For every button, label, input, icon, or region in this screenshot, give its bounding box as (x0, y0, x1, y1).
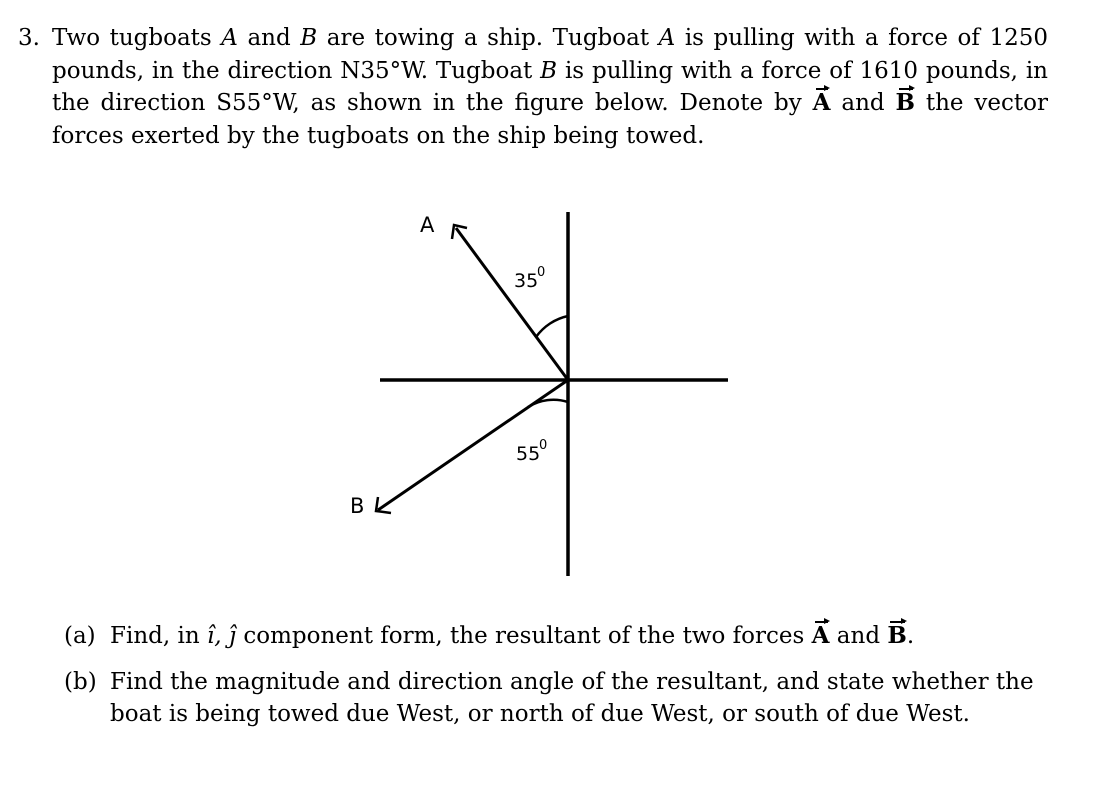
problem-text-3: are towing a ship. Tugboat (317, 25, 659, 51)
part-b-label: (b) (64, 668, 97, 695)
question-parts (64, 620, 1044, 744)
angle-degree-bottom: 0 (539, 438, 548, 453)
angle-label-top: 35 (514, 270, 539, 292)
force-diagram (330, 200, 750, 590)
tugboat-b-symbol-2: B (540, 57, 558, 84)
part-b-text: Find the magnitude and direction angle of the resultant, and state whether the boat is being towed due West, or north of due West, or south of due West. (110, 668, 1034, 727)
part-a (64, 620, 1044, 653)
problem-text-4: is pulling with a force of 1250 pounds, in the direction N35°W. Tugboat (52, 25, 1049, 84)
part-a-text-2: component form, the resultant of the two forces (236, 623, 812, 649)
vector-b-symbol: B (896, 87, 915, 120)
problem-text-7: the vector forces exerted by the tugboats on the ship being towed. (52, 90, 1048, 149)
angle-label-bottom: 55 (516, 443, 541, 465)
vector-b-label: B (350, 494, 365, 518)
part-a-text-1: Find, in (110, 623, 207, 649)
vector-a-label: A (420, 213, 435, 237)
part-a-vector-b: B (887, 620, 906, 653)
part-a-text-4: . (906, 623, 915, 649)
part-a-vector-a: A (812, 620, 830, 653)
part-b (64, 666, 1044, 731)
part-a-text-3: and (829, 623, 888, 649)
part-a-label: (a) (64, 623, 96, 649)
problem-text (52, 22, 1048, 152)
tugboat-a-symbol: A (221, 25, 238, 51)
angle-arc-top (536, 316, 568, 337)
problem-number: 3. (18, 25, 40, 51)
problem-text-2: and (237, 25, 301, 51)
tugboat-a-symbol-2: A (658, 25, 676, 51)
tugboat-b-symbol: B (300, 25, 318, 51)
problem-statement (18, 22, 1048, 152)
angle-arc-bottom (528, 400, 568, 407)
unit-vectors: ı̂, ȷ̂ (206, 623, 237, 649)
vector-a-arrow (456, 228, 568, 380)
problem-text-1: Two tugboats (52, 25, 222, 51)
problem-text-5: is pulling with a force of 1610 pounds, in the direction S55°W, as shown in the figure below. Denote by (52, 57, 1048, 116)
problem-text-6: and (830, 90, 896, 116)
angle-degree-top: 0 (537, 265, 546, 280)
vector-a-symbol: A (813, 87, 831, 120)
